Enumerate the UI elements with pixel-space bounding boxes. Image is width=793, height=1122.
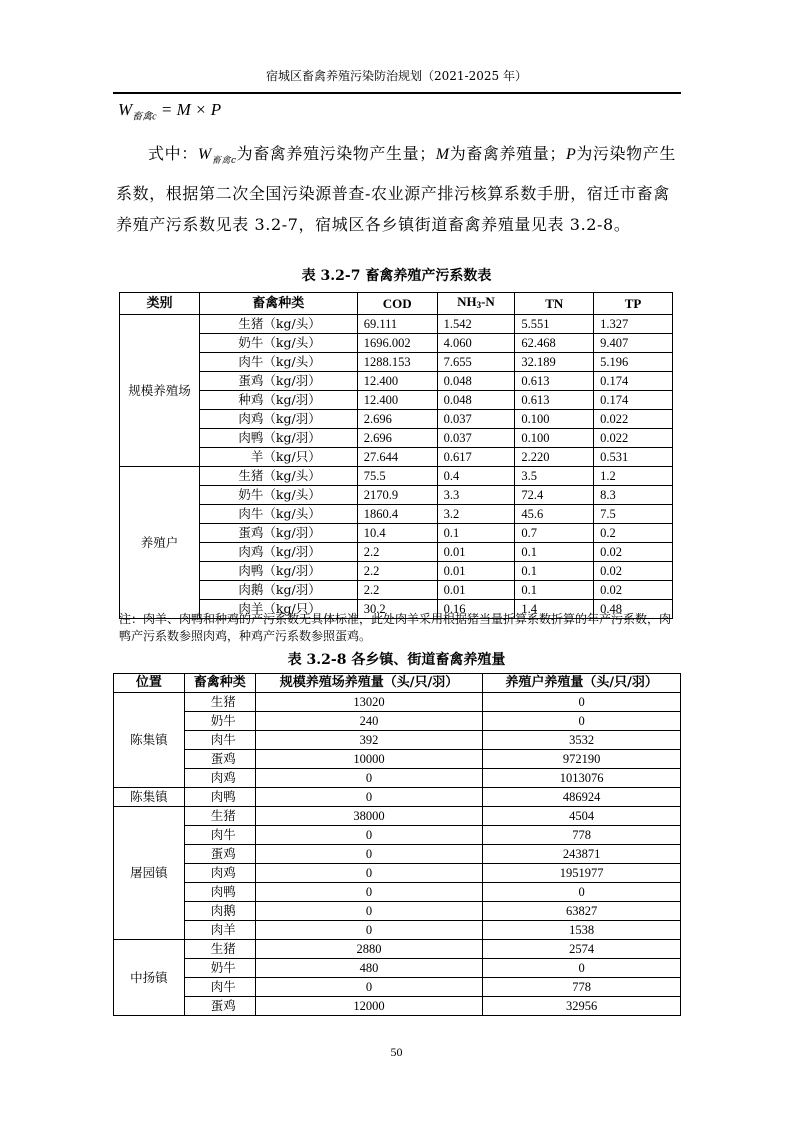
species-cell: 蛋鸡（kg/羽） (199, 524, 357, 543)
table-row (114, 712, 681, 731)
tn-cell: 2.220 (515, 448, 594, 467)
household-cell: 0 (483, 959, 681, 978)
table-row (120, 410, 673, 429)
tn-cell: 0.613 (515, 391, 594, 410)
household-cell: 1951977 (483, 864, 681, 883)
table-row (120, 581, 673, 600)
nh3n-cell: 7.655 (437, 353, 515, 372)
location-cell: 陈集镇 (114, 788, 185, 807)
page-number: 50 (390, 1045, 403, 1059)
th-category: 类别 (120, 293, 200, 315)
location-cell: 中扬镇 (114, 940, 185, 1016)
category-cell: 养殖户 (120, 467, 200, 619)
livestock-cell: 肉羊 (184, 921, 255, 940)
household-cell: 4504 (483, 807, 681, 826)
cod-cell: 12.400 (357, 391, 437, 410)
livestock-cell: 肉鸡 (184, 864, 255, 883)
tp-cell: 9.407 (594, 334, 673, 353)
tp-cell: 0.02 (594, 581, 673, 600)
household-cell: 1538 (483, 921, 681, 940)
cod-cell: 27.644 (357, 448, 437, 467)
table-row (114, 921, 681, 940)
table1-caption: 表 3.2-7 畜禽养殖产污系数表 (301, 268, 492, 284)
cod-cell: 2.2 (357, 581, 437, 600)
tp-cell: 8.3 (594, 486, 673, 505)
scale-farm-cell: 0 (255, 845, 483, 864)
th-nh3n-subscript: 3 (476, 300, 482, 310)
tn-cell: 72.4 (515, 486, 594, 505)
tn-cell: 0.7 (515, 524, 594, 543)
tn-cell: 0.100 (515, 429, 594, 448)
tn-cell: 32.189 (515, 353, 594, 372)
household-cell: 3532 (483, 731, 681, 750)
table-row (120, 391, 673, 410)
tn-cell: 5.551 (515, 315, 594, 334)
cod-cell: 1288.153 (357, 353, 437, 372)
nh3n-cell: 3.3 (437, 486, 515, 505)
tn-cell: 62.468 (515, 334, 594, 353)
cod-cell: 2.2 (357, 562, 437, 581)
nh3n-cell: 0.01 (437, 543, 515, 562)
scale-farm-cell: 0 (255, 864, 483, 883)
table-row (114, 845, 681, 864)
table-row (120, 467, 673, 486)
table2 (113, 673, 681, 1016)
th-tp: TP (594, 293, 673, 315)
species-cell: 肉鸭（kg/羽） (199, 429, 357, 448)
cod-cell: 10.4 (357, 524, 437, 543)
table-row (120, 334, 673, 353)
table-row (114, 731, 681, 750)
livestock-cell: 肉牛 (184, 731, 255, 750)
livestock-cell: 生猪 (184, 693, 255, 712)
table-row (120, 505, 673, 524)
livestock-cell: 蛋鸡 (184, 845, 255, 864)
scale-farm-cell: 0 (255, 826, 483, 845)
scale-farm-cell: 10000 (255, 750, 483, 769)
species-cell: 肉羊（kg/只） (199, 600, 357, 619)
species-cell: 生猪（kg/头） (199, 315, 357, 334)
table-row (114, 769, 681, 788)
tn-cell: 3.5 (515, 467, 594, 486)
tn-cell: 1.4 (515, 600, 594, 619)
species-cell: 肉鸡（kg/羽） (199, 543, 357, 562)
location-cell: 陈集镇 (114, 693, 185, 788)
species-cell: 种鸡（kg/羽） (199, 391, 357, 410)
table1-note: 注：肉羊、肉鸭和种鸡的产污系数无具体标准，此处肉羊采用根据猪当量折算系数折算的年产污系数，肉鸭产污系数参照肉鸡，种鸡产污系数参照蛋鸡。 (119, 612, 672, 643)
household-cell: 0 (483, 712, 681, 731)
table-row (114, 883, 681, 902)
para-text-3: 为畜禽养殖量； (449, 144, 566, 163)
livestock-cell: 蛋鸡 (184, 750, 255, 769)
scale-farm-cell: 240 (255, 712, 483, 731)
location-cell: 屠园镇 (114, 807, 185, 940)
table-row (114, 807, 681, 826)
livestock-cell: 肉牛 (184, 826, 255, 845)
scale-farm-cell: 0 (255, 769, 483, 788)
var-w-subscript: 畜禽c (211, 156, 237, 167)
tp-cell: 0.531 (594, 448, 673, 467)
tn-cell: 0.1 (515, 543, 594, 562)
nh3n-cell: 0.037 (437, 410, 515, 429)
table-row (114, 693, 681, 712)
nh3n-cell: 0.1 (437, 524, 515, 543)
th-nh3n-prefix: NH (457, 294, 477, 309)
scale-farm-cell: 0 (255, 921, 483, 940)
th-species: 畜禽种类 (199, 293, 357, 315)
scale-farm-cell: 0 (255, 978, 483, 997)
th-cod: COD (357, 293, 437, 315)
th-scale-farm: 规模养殖场养殖量（头/只/羽） (255, 674, 483, 693)
livestock-cell: 生猪 (184, 940, 255, 959)
scale-farm-cell: 2880 (255, 940, 483, 959)
table-row (120, 429, 673, 448)
household-cell: 486924 (483, 788, 681, 807)
th-livestock: 畜禽种类 (184, 674, 255, 693)
para-text-2: 为畜禽养殖污染物产生量； (236, 144, 436, 163)
cod-cell: 2.2 (357, 543, 437, 562)
livestock-cell: 肉鸭 (184, 883, 255, 902)
cod-cell: 2.696 (357, 429, 437, 448)
table-row (114, 902, 681, 921)
nh3n-cell: 1.542 (437, 315, 515, 334)
th-tn: TN (515, 293, 594, 315)
livestock-cell: 肉鸭 (184, 788, 255, 807)
table-row (120, 315, 673, 334)
household-cell: 0 (483, 693, 681, 712)
table-row (114, 826, 681, 845)
cod-cell: 69.111 (357, 315, 437, 334)
tp-cell: 0.02 (594, 543, 673, 562)
species-cell: 肉鸭（kg/羽） (199, 562, 357, 581)
table2-caption: 表 3.2-8 各乡镇、街道畜禽养殖量 (287, 652, 506, 668)
tp-cell: 0.174 (594, 372, 673, 391)
cod-cell: 12.400 (357, 372, 437, 391)
table-row (114, 788, 681, 807)
table-row (114, 864, 681, 883)
tp-cell: 1.327 (594, 315, 673, 334)
cod-cell: 1860.4 (357, 505, 437, 524)
tp-cell: 1.2 (594, 467, 673, 486)
formula-lhs-subscript: 畜禽c (132, 111, 157, 123)
nh3n-cell: 0.048 (437, 372, 515, 391)
table2-header-row (114, 674, 681, 693)
livestock-cell: 蛋鸡 (184, 997, 255, 1016)
tn-cell: 0.100 (515, 410, 594, 429)
household-cell: 2574 (483, 940, 681, 959)
nh3n-cell: 0.16 (437, 600, 515, 619)
th-nh3n-suffix: -N (481, 294, 495, 309)
tp-cell: 0.48 (594, 600, 673, 619)
tp-cell: 0.2 (594, 524, 673, 543)
scale-farm-cell: 392 (255, 731, 483, 750)
tn-cell: 0.613 (515, 372, 594, 391)
formula-lhs: W (118, 100, 133, 119)
livestock-cell: 肉鹅 (184, 902, 255, 921)
th-household: 养殖户养殖量（头/只/羽） (483, 674, 681, 693)
species-cell: 蛋鸡（kg/羽） (199, 372, 357, 391)
tn-cell: 45.6 (515, 505, 594, 524)
formula-rhs: = M × P (160, 100, 222, 119)
table-row (120, 448, 673, 467)
body-paragraph (116, 138, 682, 241)
table-row (114, 959, 681, 978)
scale-farm-cell: 13020 (255, 693, 483, 712)
tp-cell: 0.022 (594, 410, 673, 429)
nh3n-cell: 4.060 (437, 334, 515, 353)
var-p: P (565, 146, 577, 163)
var-m: M (435, 146, 450, 163)
scale-farm-cell: 38000 (255, 807, 483, 826)
household-cell: 778 (483, 978, 681, 997)
table-row (120, 353, 673, 372)
species-cell: 羊（kg/只） (199, 448, 357, 467)
household-cell: 243871 (483, 845, 681, 864)
tp-cell: 5.196 (594, 353, 673, 372)
scale-farm-cell: 0 (255, 788, 483, 807)
livestock-cell: 奶牛 (184, 959, 255, 978)
table-row (120, 543, 673, 562)
nh3n-cell: 0.01 (437, 581, 515, 600)
species-cell: 生猪（kg/头） (199, 467, 357, 486)
table1 (119, 292, 673, 619)
household-cell: 0 (483, 883, 681, 902)
scale-farm-cell: 0 (255, 902, 483, 921)
table-row (120, 486, 673, 505)
species-cell: 肉牛（kg/头） (199, 505, 357, 524)
cod-cell: 2170.9 (357, 486, 437, 505)
th-nh3n (437, 293, 515, 315)
household-cell: 972190 (483, 750, 681, 769)
nh3n-cell: 0.01 (437, 562, 515, 581)
household-cell: 778 (483, 826, 681, 845)
scale-farm-cell: 480 (255, 959, 483, 978)
table-row (120, 372, 673, 391)
tp-cell: 0.174 (594, 391, 673, 410)
table-row (120, 524, 673, 543)
household-cell: 1013076 (483, 769, 681, 788)
table1-header-row (120, 293, 673, 315)
nh3n-cell: 0.4 (437, 467, 515, 486)
nh3n-cell: 0.617 (437, 448, 515, 467)
livestock-cell: 奶牛 (184, 712, 255, 731)
tn-cell: 0.1 (515, 562, 594, 581)
nh3n-cell: 0.048 (437, 391, 515, 410)
tp-cell: 0.022 (594, 429, 673, 448)
household-cell: 63827 (483, 902, 681, 921)
tp-cell: 0.02 (594, 562, 673, 581)
livestock-cell: 生猪 (184, 807, 255, 826)
species-cell: 奶牛（kg/头） (199, 486, 357, 505)
table-row (114, 978, 681, 997)
table-row (114, 750, 681, 769)
table-row (114, 940, 681, 959)
species-cell: 肉牛（kg/头） (199, 353, 357, 372)
livestock-cell: 肉牛 (184, 978, 255, 997)
scale-farm-cell: 0 (255, 883, 483, 902)
cod-cell: 75.5 (357, 467, 437, 486)
tp-cell: 7.5 (594, 505, 673, 524)
var-w: W (197, 146, 212, 163)
header-rule (113, 92, 681, 94)
household-cell: 32956 (483, 997, 681, 1016)
species-cell: 肉鹅（kg/羽） (199, 581, 357, 600)
species-cell: 肉鸡（kg/羽） (199, 410, 357, 429)
cod-cell: 1696.002 (357, 334, 437, 353)
table-row (120, 562, 673, 581)
running-header: 宿城区畜禽养殖污染防治规划（2021-2025 年） (266, 69, 527, 83)
tn-cell: 0.1 (515, 581, 594, 600)
para-text-4: 为污染物产生系数，根据第二次全国污染源普查-农业源产排污核算系数手册，宿迁市畜禽养殖产污系数见表 3.2-7，宿城区各乡镇街道畜禽养殖量见表 3.2-8。 (116, 144, 676, 235)
table-row (114, 997, 681, 1016)
scale-farm-cell: 12000 (255, 997, 483, 1016)
species-cell: 奶牛（kg/头） (199, 334, 357, 353)
livestock-cell: 肉鸡 (184, 769, 255, 788)
category-cell: 规模养殖场 (120, 315, 200, 467)
nh3n-cell: 0.037 (437, 429, 515, 448)
cod-cell: 30.2 (357, 600, 437, 619)
th-location: 位置 (114, 674, 185, 693)
formula (118, 98, 221, 129)
para-text-1: 式中： (148, 144, 198, 163)
nh3n-cell: 3.2 (437, 505, 515, 524)
cod-cell: 2.696 (357, 410, 437, 429)
